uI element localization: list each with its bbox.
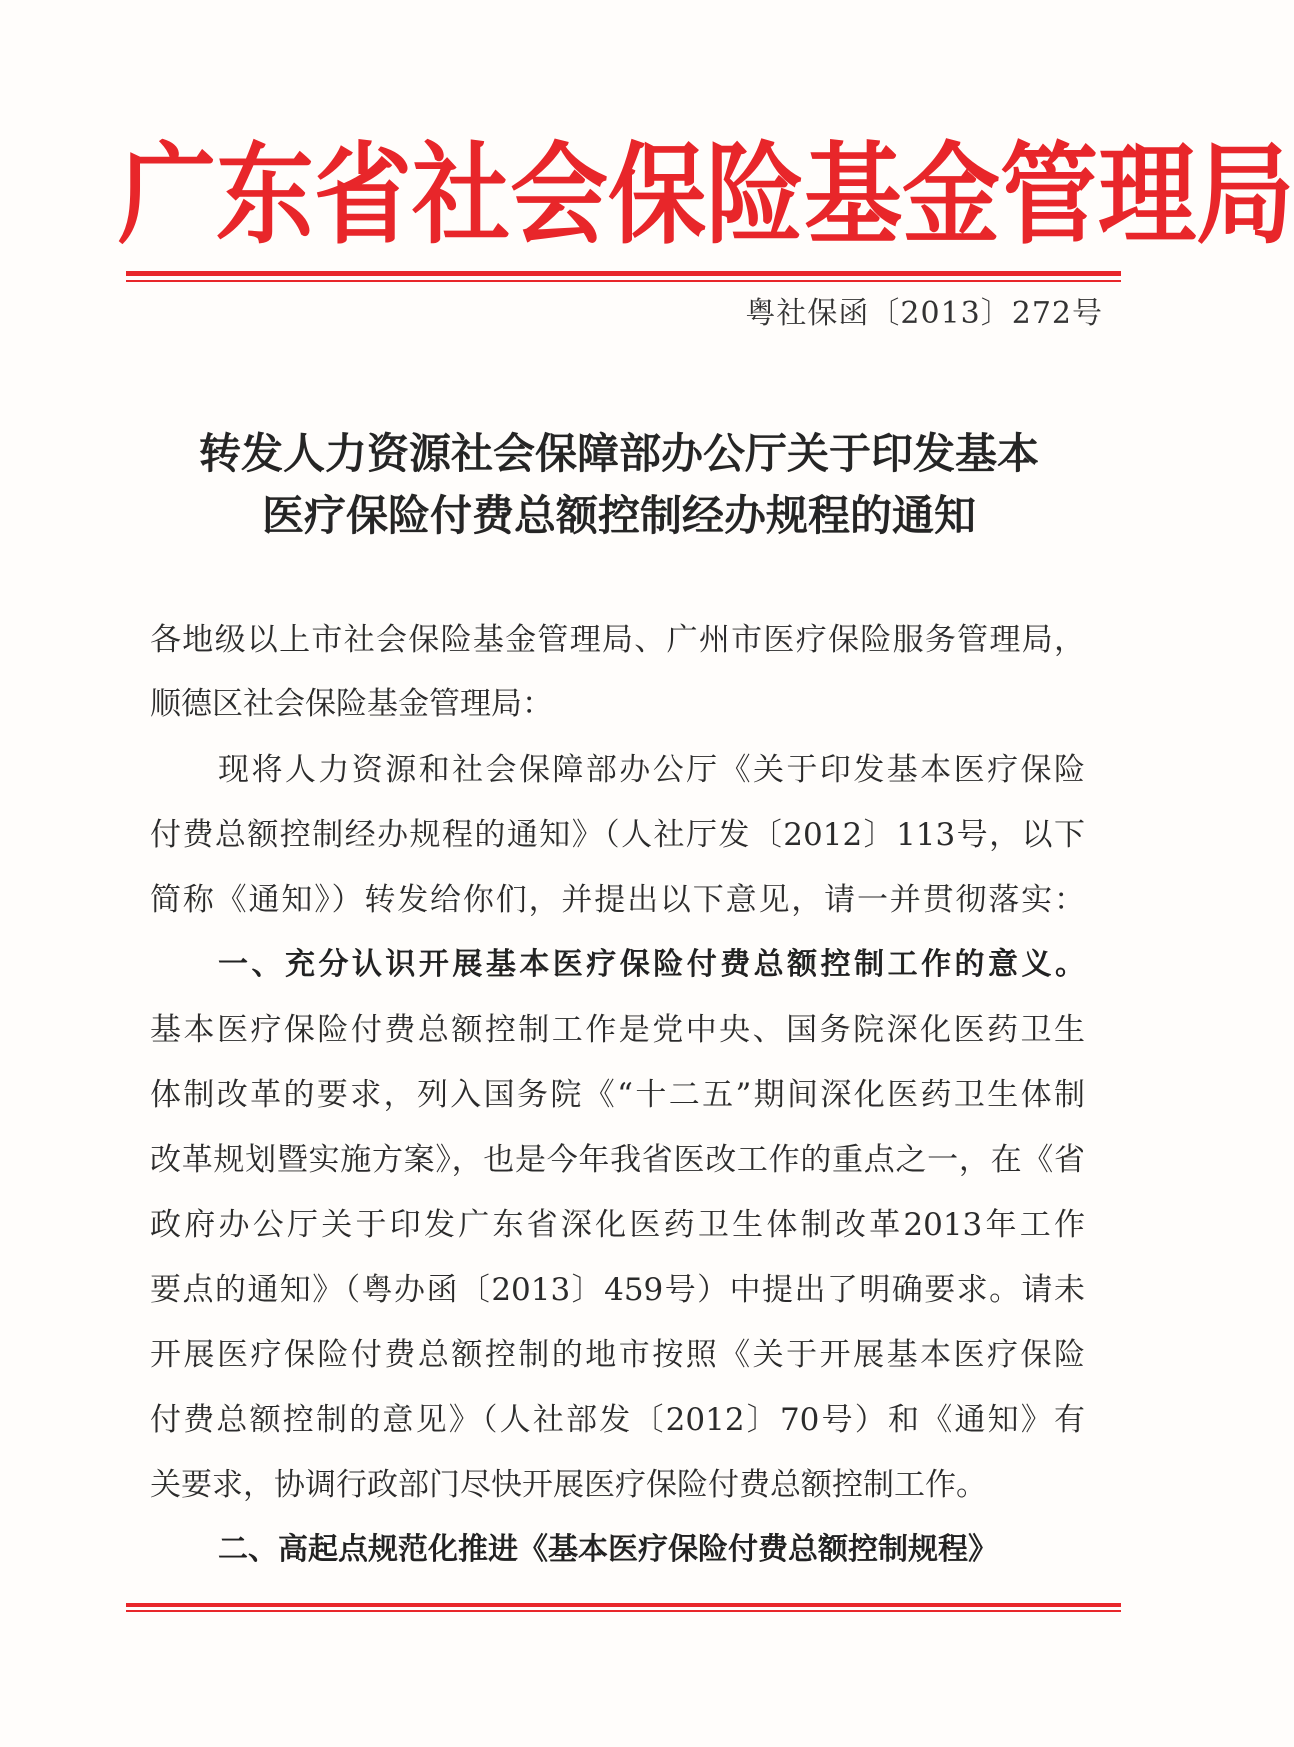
body-line-addressees-cont: 顺德区社会保险基金管理局： — [150, 686, 553, 722]
document-title-line-1: 转发人力资源社会保障部办公厅关于印发基本 — [198, 429, 1039, 478]
red-footer-rule-thick — [126, 1603, 1121, 1607]
body-line-addressees: 各地级以上市社会保险基金管理局、广州市医疗保险服务管理局， — [150, 622, 1085, 658]
masthead-char: 金 — [902, 132, 1001, 260]
masthead-char: 管 — [1000, 132, 1099, 260]
body-line: 付费总额控制的意见》（人社部发〔2012〕70号）和《通知》有 — [150, 1402, 1085, 1438]
body-line: 体制改革的要求，列入国务院《“十二五”期间深化医药卫生体制 — [150, 1077, 1085, 1113]
masthead-char: 险 — [706, 132, 805, 260]
masthead-char: 广 — [118, 132, 217, 260]
masthead-char: 理 — [1098, 132, 1197, 260]
body-line: 简称《通知》）转发给你们，并提出以下意见，请一并贯彻落实： — [150, 882, 1085, 918]
body-line: 付费总额控制经办规程的通知》（人社厅发〔2012〕113号，以下 — [150, 817, 1085, 853]
body-line: 关要求，协调行政部门尽快开展医疗保险付费总额控制工作。 — [150, 1467, 987, 1503]
body-line: 改革规划暨实施方案》，也是今年我省医改工作的重点之一，在《省 — [150, 1142, 1085, 1178]
red-divider-thin — [126, 280, 1121, 282]
red-divider-thick — [126, 271, 1121, 276]
masthead-char: 局 — [1196, 132, 1294, 260]
body-line: 基本医疗保险付费总额控制工作是党中央、国务院深化医药卫生 — [150, 1012, 1085, 1048]
document-title-line-2: 医疗保险付费总额控制经办规程的通知 — [261, 491, 976, 540]
masthead-char: 省 — [314, 132, 413, 260]
body-line: 开展医疗保险付费总额控制的地市按照《关于开展基本医疗保险 — [150, 1337, 1085, 1373]
masthead-char: 保 — [608, 132, 707, 260]
masthead-char: 基 — [804, 132, 903, 260]
masthead-char: 东 — [216, 132, 315, 260]
document-number: 粤社保函〔2013〕272号 — [745, 296, 1103, 331]
masthead-char: 社 — [412, 132, 511, 260]
masthead-agency-name — [118, 132, 1294, 260]
section-heading-2: 二、高起点规范化推进《基本医疗保险付费总额控制规程》 — [218, 1532, 998, 1567]
red-footer-rule-thin — [126, 1610, 1121, 1612]
section-heading-1: 一、充分认识开展基本医疗保险付费总额控制工作的意义。 — [218, 947, 1085, 982]
body-line: 政府办公厅关于印发广东省深化医药卫生体制改革2013年工作 — [150, 1207, 1085, 1243]
body-line: 现将人力资源和社会保障部办公厅《关于印发基本医疗保险 — [218, 752, 1085, 788]
body-line: 要点的通知》（粤办函〔2013〕459号）中提出了明确要求。请未 — [150, 1272, 1085, 1308]
masthead-char: 会 — [510, 132, 609, 260]
